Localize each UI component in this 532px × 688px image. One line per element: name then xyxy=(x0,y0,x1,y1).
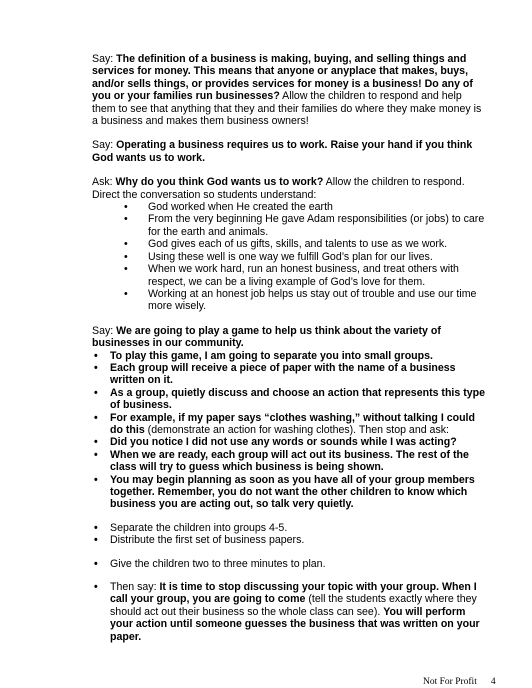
definition-instruction: Allow the children to respond and help them to see that anything that they and their families do where they make money is a business and makes them business owners! xyxy=(92,90,482,128)
list-item: • Give the children two to three minutes to plan. xyxy=(92,558,488,570)
list-item: • From the very beginning He gave Adam responsibilities (or jobs) to care for the earth and animals. xyxy=(124,213,488,238)
ask-bold: Why do you think God wants us to work? xyxy=(115,176,324,189)
page-footer xyxy=(423,676,496,688)
paragraph-definition xyxy=(92,53,488,127)
spacer xyxy=(92,547,488,558)
then-say-instruction: (tell the students exactly where they should act out their business so the whole class can see). xyxy=(110,593,477,618)
content-column xyxy=(92,53,488,643)
list-item xyxy=(92,581,488,643)
understand-list xyxy=(92,201,488,313)
list-item xyxy=(92,449,488,474)
game-step-5: Did you notice I did not use any words or sounds while I was acting? xyxy=(110,436,457,449)
steps-list-3 xyxy=(92,581,488,643)
list-item xyxy=(92,474,488,511)
game-list xyxy=(92,350,488,511)
game-step-7: You may begin planning as soon as you have all of your group members together. Remember, you do not want the other children to know which business you are acting out, so talk very quietly. xyxy=(110,473,475,511)
list-item: • Working at an honest job helps us stay out of trouble and use our time more wisely. xyxy=(124,288,488,313)
list-item: • When we work hard, run an honest business, and treat others with respect, we can be a living example of God’s love for them. xyxy=(124,263,488,288)
game-step-4-bold: For example, if my paper says “clothes washing,” without talking I could do this xyxy=(110,411,475,436)
game-step-1: To play this game, I am going to separate you into small groups. xyxy=(110,349,433,362)
spacer xyxy=(92,570,488,581)
work-bold: Operating a business requires us to work. Raise your hand if you think God wants us to work. xyxy=(92,139,473,164)
then-say-bold-1: It is time to stop discussing your topic with your group. When I call your group, you are going to come xyxy=(110,581,477,606)
game-bold: We are going to play a game to help us think about the variety of businesses in our community. xyxy=(92,324,441,350)
list-item xyxy=(92,436,488,448)
say-label: Say: xyxy=(92,53,117,65)
spacer xyxy=(92,511,488,522)
list-item: • God worked when He created the earth xyxy=(124,201,488,213)
page-number: 4 xyxy=(490,677,496,687)
list-item: • Distribute the first set of business papers. xyxy=(92,534,488,546)
steps-list xyxy=(92,522,488,547)
list-item: • Separate the children into groups 4-5. xyxy=(92,522,488,534)
paragraph-work xyxy=(92,139,488,164)
list-item xyxy=(92,350,488,362)
list-item: • God gives each of us gifts, skills, and talents to use as we work. xyxy=(124,238,488,250)
then-say-bold-2: You will perform your action until someone guesses the business that was written on your paper. xyxy=(110,605,480,643)
then-say-label: Then say: xyxy=(110,581,160,594)
game-step-3: As a group, quietly discuss and choose an action that represents this type of business. xyxy=(110,386,485,412)
list-item xyxy=(92,412,488,437)
list-item: • Using these well is one way we fulfill God’s plan for our lives. xyxy=(124,251,488,263)
ask-label: Ask: xyxy=(92,176,116,189)
footer-label: Not For Profit xyxy=(423,677,477,687)
definition-bold: The definition of a business is making, buying, and selling things and services for money. This means that anyone or anyplace that makes, buys, and/or sells things, or provides services for money is a business! Do any of you or your families run businesses? xyxy=(92,53,473,103)
game-step-2: Each group will receive a piece of paper with the name of a business written on it. xyxy=(110,361,456,387)
say-label: Say: xyxy=(92,324,117,337)
ask-instruction: Allow the children to respond. Direct the conversation so students understand: xyxy=(92,176,465,201)
list-item xyxy=(92,387,488,412)
list-item xyxy=(92,362,488,387)
steps-list-2 xyxy=(92,558,488,570)
paragraph-ask xyxy=(92,176,488,201)
game-step-6: When we are ready, each group will act out its business. The rest of the class will try to guess which business is being shown. xyxy=(110,448,469,474)
say-label: Say: xyxy=(92,139,117,152)
paragraph-game xyxy=(92,325,488,350)
game-step-4-rest: (demonstrate an action for washing clothes). Then stop and ask: xyxy=(144,423,449,436)
